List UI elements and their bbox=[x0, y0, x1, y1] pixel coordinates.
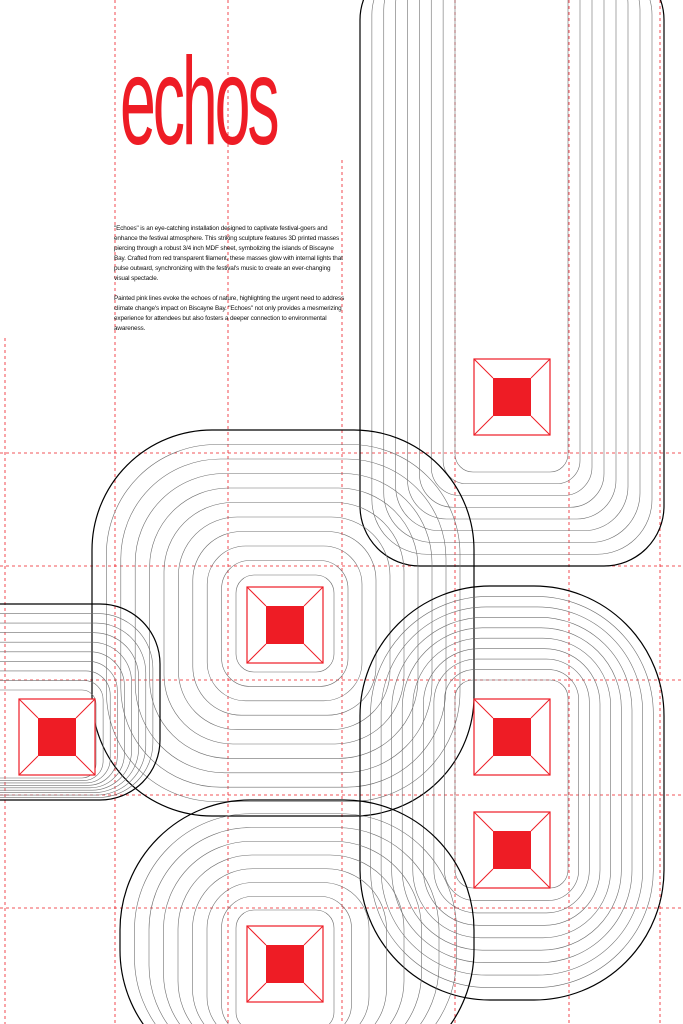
red-square bbox=[266, 945, 304, 983]
red-square bbox=[493, 831, 531, 869]
description bbox=[114, 224, 346, 344]
contour-ring bbox=[384, 0, 640, 543]
red-square bbox=[493, 378, 531, 416]
description-paragraph-2: Painted pink lines evoke the echoes of nature, highlighting the urgent need to address climate change's impact on Biscayne Bay. "Echoes" not only provides a mesmerizing experience for attendees but also fosters a deeper connection to environmental awareness. bbox=[114, 295, 345, 332]
contour-ring bbox=[413, 638, 611, 938]
red-square bbox=[38, 718, 76, 756]
unit-right bbox=[360, 586, 664, 1000]
description-paragraph-1: "Echoes" is an eye-catching installation designed to captivate festival-goers and enhance the festival atmosphere. This striking sculpture features 3D printed masses piercing through a robust 3/4 inch MDF sheet, symbolizing the islands of Biscayne Bay. Crafted from red transparent filament, these masses glow with internal lights that pulse outward, synchronizing with the festival's music to create an ever-changing visual spectacle. bbox=[114, 225, 343, 282]
red-square-unit bbox=[474, 359, 550, 435]
page-title: echos bbox=[120, 33, 277, 171]
contour-ring bbox=[381, 607, 643, 975]
red-squares bbox=[19, 359, 550, 1002]
contour-ring bbox=[372, 0, 652, 554]
contour-ring bbox=[408, 0, 617, 519]
red-square-unit bbox=[247, 926, 323, 1002]
unit-top-right bbox=[360, 0, 664, 566]
red-square bbox=[493, 718, 531, 756]
contour-ring bbox=[396, 0, 628, 531]
red-square-unit bbox=[474, 699, 550, 775]
red-square bbox=[266, 606, 304, 644]
red-square-unit bbox=[474, 812, 550, 888]
red-square-unit bbox=[19, 699, 95, 775]
red-square-unit bbox=[247, 587, 323, 663]
contour-ring bbox=[360, 0, 664, 566]
